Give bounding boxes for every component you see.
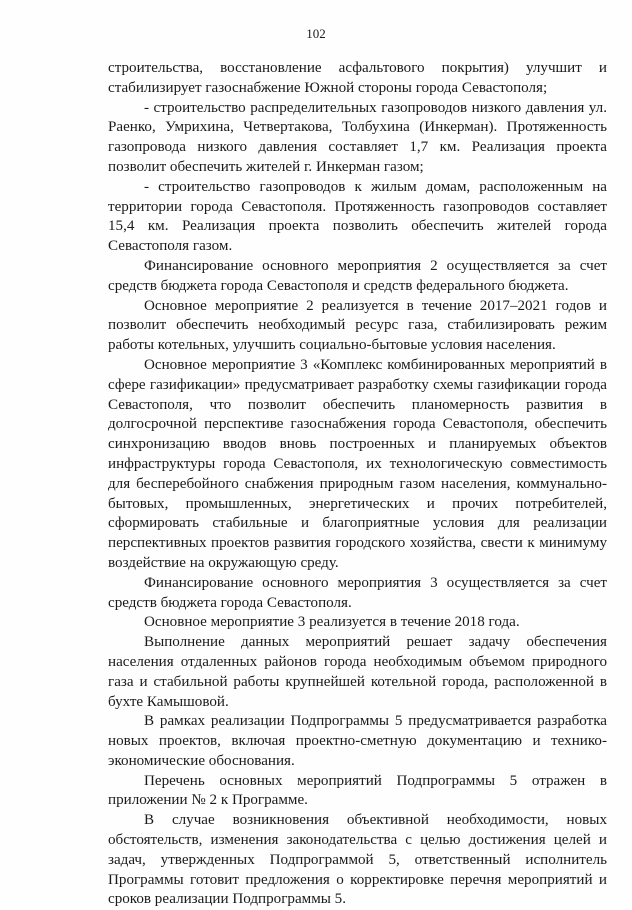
- paragraph-8: Основное мероприятие 3 реализуется в течение 2018 года.: [144, 614, 520, 631]
- paragraph-7: Финансирование основного мероприятия 3 осуществляется за счет средств бюджета города Севастополя.: [108, 574, 607, 611]
- paragraph-3: - строительство газопроводов к жилым домам, расположенным на территории города Севастополя. Протяженность газопроводов составляет 15,4 км. Реализация проекта позволить обеспечить жителей города Севастополя газом.: [108, 178, 607, 255]
- paragraph-4: Финансирование основного мероприятия 2 осуществляется за счет средств бюджета города Севастополя и средств федерального бюджета.: [108, 257, 607, 294]
- paragraph-5: Основное мероприятие 2 реализуется в течение 2017–2021 годов и позволит обеспечить необходимый ресурс газа, стабилизировать режим работы котельных, улучшить социально-бытовые условия населения.: [108, 297, 607, 354]
- paragraph-9: Выполнение данных мероприятий решает задачу обеспечения населения отдаленных районов города необходимым объемом природного газа и стабильной работы крупнейшей котельной города, расположенной в бухте Камышовой.: [108, 634, 607, 710]
- paragraph-11: Перечень основных мероприятий Подпрограммы 5 отражен в приложении № 2 к Программе.: [108, 772, 607, 809]
- paragraph-1: строительства, восстановление асфальтового покрытия) улучшит и стабилизирует газоснабжение Южной стороны города Севастополя;: [108, 60, 607, 96]
- paragraph-12: В случае возникновения объективной необходимости, новых обстоятельств, изменения законодательства с целью достижения целей и задач, утвержденных Подпрограммой 5, ответственный исполнитель Программы готовит предложения о корректировке перечня мероприятий и сроков реализации Подпрограммы 5.: [108, 812, 607, 908]
- document-body: [108, 59, 607, 910]
- paragraph-6: Основное мероприятие 3 «Комплекс комбинированных мероприятий в сфере газификации» предусматривает разработку схемы газификации города Севастополя, что позволит обеспечить планомерность развития в долгосрочной перспективе газоснабжения города Севастополя, обеспечить синхронизацию вводов вновь построенных и планируемых объектов инфраструктуры города Севастополя, их технологическую совместимость для бесперебойного снабжения природным газом населения, коммунально-бытовых, промышленных, энергетических и прочих потребителей, сформировать стабильные и благоприятные условия для реализации перспективных проектов развития городского хозяйства, свести к минимуму воздействие на окружающую среду.: [108, 356, 607, 571]
- paragraph-10: В рамках реализации Подпрограммы 5 предусматривается разработка новых проектов, включая проектно-сметную документацию и технико-экономические обоснования.: [108, 713, 607, 769]
- paragraph-2: - строительство распределительных газопроводов низкого давления ул. Раенко, Умрихина, Четвертакова, Толбухина (Инкерман). Протяженность газопровода низкого давления составляет 1,7 км. Реализация проекта позволит обеспечить жителей г. Инкерман газом;: [108, 99, 607, 175]
- page-number: 102: [306, 26, 326, 41]
